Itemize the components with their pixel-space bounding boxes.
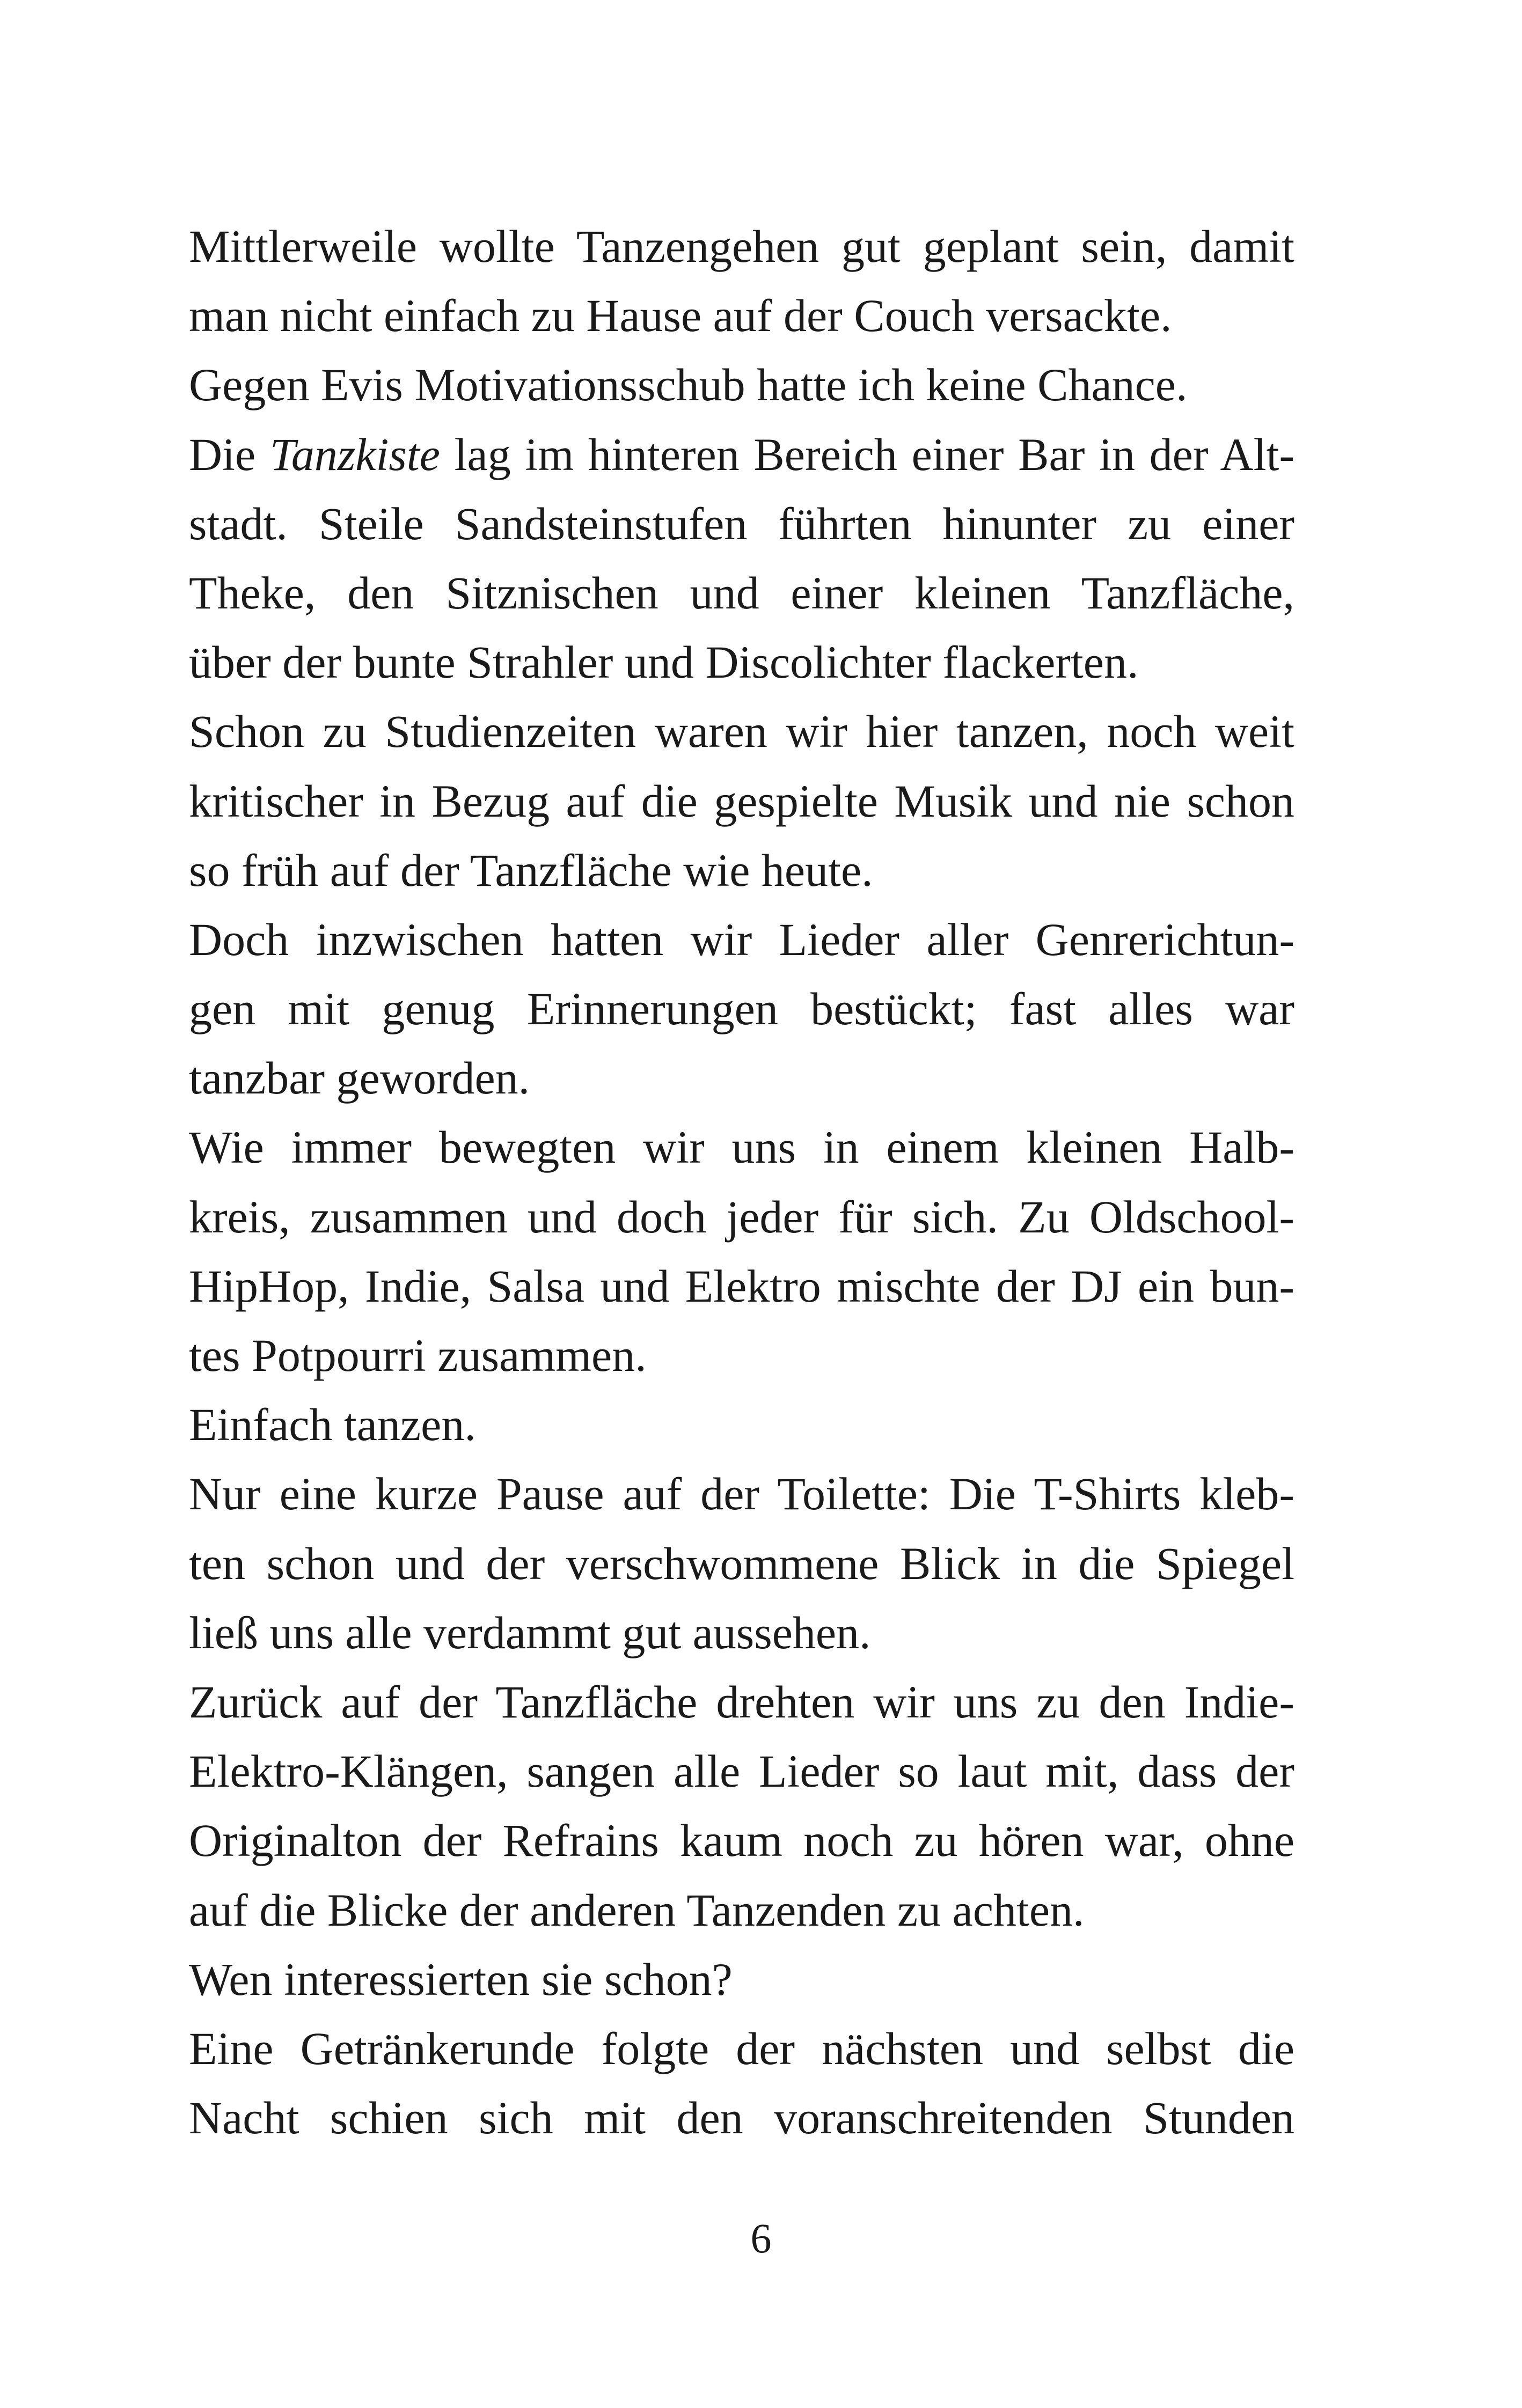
text-line: Originalton der Refrains kaum noch zu hören war, ohne xyxy=(189,1815,1294,1867)
text-line: auf die Blicke der anderen Tanzenden zu achten. xyxy=(189,1884,1085,1936)
text-line: Zurück auf der Tanzfläche drehten wir uns zu den Indie- xyxy=(189,1676,1294,1728)
text-line xyxy=(189,420,1294,489)
text-line: Nur eine kurze Pause auf der Toilette: Die T-Shirts kleb- xyxy=(189,1468,1294,1520)
text-line: über der bunte Strahler und Discolichter flackerten. xyxy=(189,636,1139,688)
text-line: so früh auf der Tanzfläche wie heute. xyxy=(189,844,873,896)
text-line: Schon zu Studienzeiten waren wir hier tanzen, noch weit xyxy=(189,706,1294,758)
italic-title: Tanzkiste xyxy=(269,428,440,480)
text-line: kreis, zusammen und doch jeder für sich. Zu Oldschool- xyxy=(189,1191,1294,1243)
text-line: HipHop, Indie, Salsa und Elektro mischte der DJ ein bun- xyxy=(189,1260,1294,1312)
text-segment: Die xyxy=(189,428,270,480)
text-line: Wie immer bewegten wir uns in einem kleinen Halb- xyxy=(189,1121,1294,1173)
text-line: Doch inzwischen hatten wir Lieder aller Genrerichtun- xyxy=(189,913,1294,965)
text-line: ten schon und der verschwommene Blick in die Spiegel xyxy=(189,1537,1294,1589)
text-line: tes Potpourri zusammen. xyxy=(189,1330,647,1381)
body-text xyxy=(189,212,1294,2153)
text-line: Einfach tanzen. xyxy=(189,1399,476,1451)
page-number: 6 xyxy=(750,2215,772,2262)
text-line: man nicht einfach zu Hause auf der Couch versackte. xyxy=(189,290,1172,342)
text-segment: lag im hinteren Bereich einer Bar in der Alt- xyxy=(440,428,1295,480)
text-line: stadt. Steile Sandsteinstufen führten hinunter zu einer xyxy=(189,497,1294,549)
text-line: gen mit genug Erinnerungen bestückt; fast alles war xyxy=(189,983,1294,1035)
text-line: Gegen Evis Motivationsschub hatte ich keine Chance. xyxy=(189,359,1188,411)
text-line: Elektro-Klängen, sangen alle Lieder so laut mit, dass der xyxy=(189,1745,1294,1797)
text-line: ließ uns alle verdammt gut aussehen. xyxy=(189,1606,871,1658)
text-line: Theke, den Sitznischen und einer kleinen Tanzfläche, xyxy=(189,567,1294,619)
text-line: Nacht schien sich mit den voranschreitenden Stunden xyxy=(189,2092,1294,2144)
text-line: kritischer in Bezug auf die gespielte Musik und nie schon xyxy=(189,775,1294,827)
text-line: Mittlerweile wollte Tanzengehen gut geplant sein, damit xyxy=(189,221,1294,272)
text-line: tanzbar geworden. xyxy=(189,1052,530,1104)
text-line: Eine Getränkerunde folgte der nächsten und selbst die xyxy=(189,2022,1294,2074)
text-line: Wen interessierten sie schon? xyxy=(189,1953,733,2005)
